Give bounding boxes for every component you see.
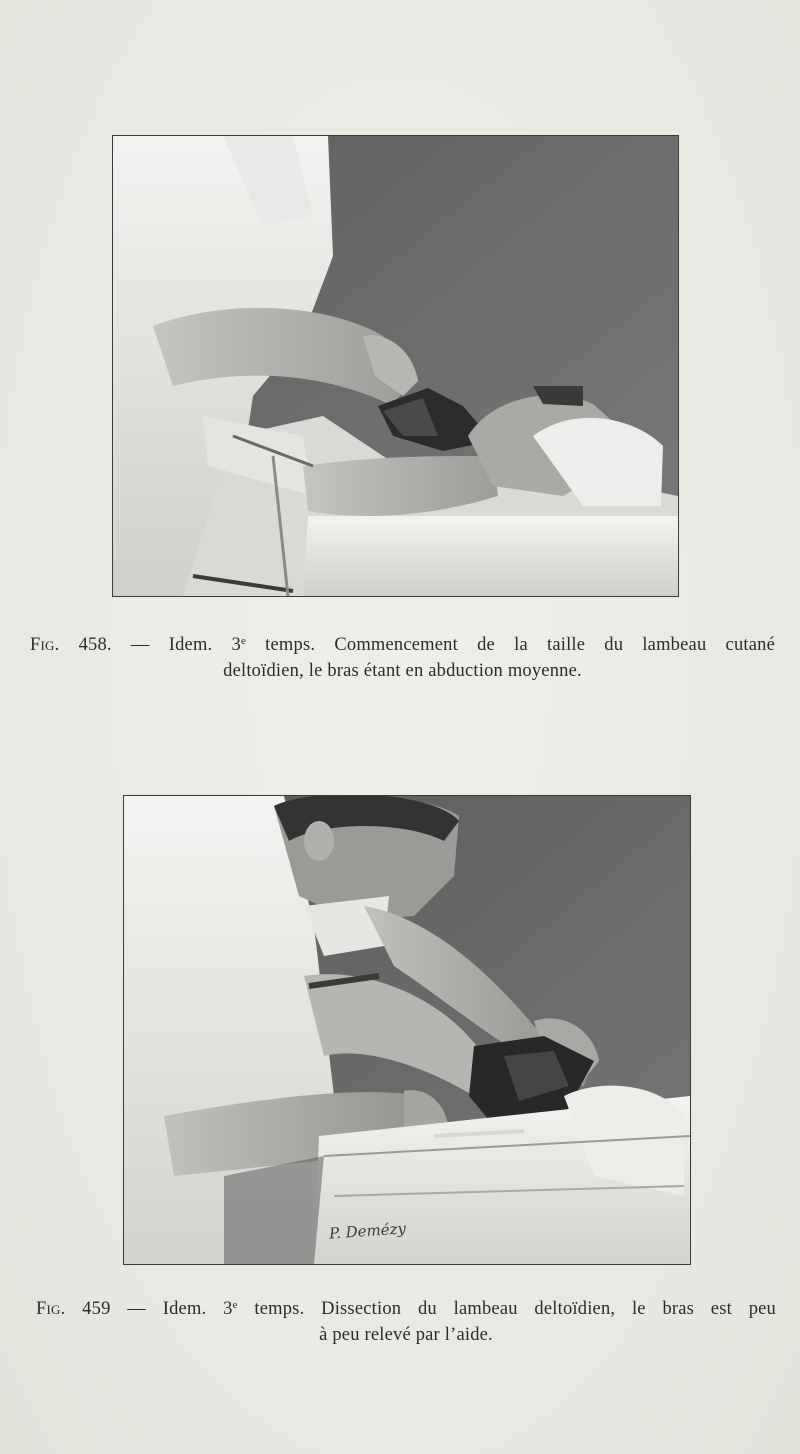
figure-459-label: Fig. 459	[36, 1299, 111, 1319]
figure-458-photograph	[113, 136, 678, 596]
photographer-signature: P. Demézy	[328, 1219, 407, 1243]
caption-459-text-a: — Idem. 3	[127, 1299, 233, 1319]
caption-458-line-1	[30, 628, 775, 658]
caption-458-text-a: — Idem. 3	[130, 635, 241, 655]
surgery-photo-458	[113, 136, 678, 596]
caption-459-line-2: à peu relevé par l’aide.	[319, 1325, 493, 1345]
caption-459-superscript: e	[232, 1299, 238, 1311]
caption-458-text-b: temps. Commencement de la taille du lambeau cutané	[246, 635, 776, 655]
figure-459-caption	[36, 1292, 776, 1348]
surgery-photo-459	[124, 796, 690, 1264]
figure-458-caption	[30, 628, 775, 684]
figure-458-label: Fig. 458.	[30, 635, 112, 655]
caption-458-superscript: e	[240, 635, 247, 647]
figure-459-photograph	[124, 796, 690, 1264]
caption-459-text-b: temps. Dissection du lambeau deltoïdien, le bras est peu	[237, 1299, 777, 1319]
caption-459-line-1	[36, 1292, 776, 1322]
caption-458-line-2: deltoïdien, le bras étant en abduction moyenne.	[223, 661, 582, 681]
